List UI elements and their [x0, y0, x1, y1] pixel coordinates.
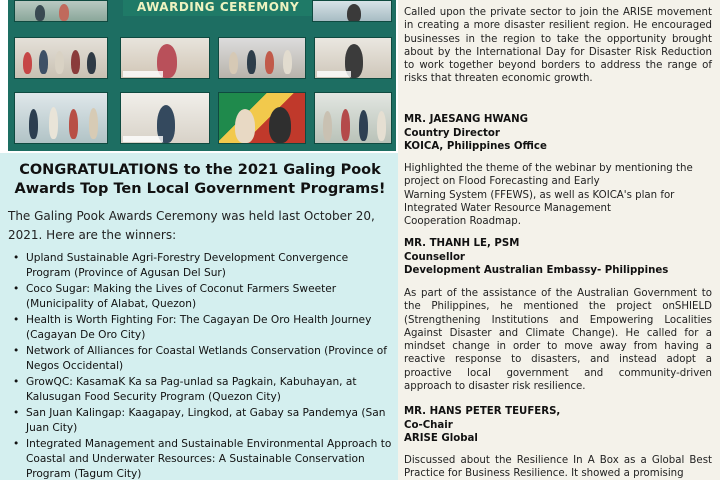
speaker-3-name: MR. THANH LE, PSM — [404, 238, 520, 249]
bullet-icon: • — [13, 438, 20, 450]
speaker-4-role: Co-Chair — [404, 419, 453, 431]
winners-list — [13, 251, 396, 480]
winner-item: • Integrated Management and Sustainable Environmental Approach to Coastal and Underwater Resources: A Sustainable Conservation Program (Tagum City) — [13, 438, 392, 480]
speaker-4-name: MR. HANS PETER TEUFERS, — [404, 406, 561, 417]
speaker-4-org: ARISE Global — [404, 433, 478, 445]
ceremony-photo-collage — [8, 0, 396, 151]
ceremony-intro: The Galing Pook Awards Ceremony was held last October 20, 2021. Here are the winners: — [8, 209, 375, 242]
collage-tile — [314, 92, 392, 144]
speaker-4-summary: Discussed about the Resilience In A Box as a Global Best Practice for Business Resilience. It showed a promising — [404, 455, 712, 480]
collage-tile — [14, 37, 108, 79]
congratulations-title — [6, 161, 394, 199]
winner-item: • San Juan Kalingap: Kaagapay, Lingkod, at Gabay sa Pandemya (San Juan City) — [13, 407, 386, 434]
bullet-icon: • — [13, 283, 20, 295]
collage-tile — [314, 37, 392, 79]
speaker-2-name: MR. JAESANG HWANG — [404, 114, 528, 125]
collage-tile — [14, 92, 108, 144]
congratulations-panel — [0, 153, 398, 480]
winner-item: • GrowQC: KasamaK Ka sa Pag-unlad sa Pagkain, Kabuhayan, at Kalusugan Food Security Program (Quezon City) — [13, 376, 357, 403]
winner-item: • Health is Worth Fighting For: The Cagayan De Oro Health Journey (Cagayan De Oro City) — [13, 314, 372, 341]
collage-tile — [218, 37, 306, 79]
speaker-1-summary: Called upon the private sector to join the ARISE movement in creating a more disaster resilient region. He encouraged businesses in the region to take the opportunity brought about by the International Day for Disaster Risk Reduction to work together beyond borders to address the range of risks that threaten economic growth. — [404, 7, 712, 85]
speaker-2-role: Country Director — [404, 127, 500, 139]
speaker-3-role: Counsellor — [404, 251, 465, 263]
speaker-3-org: Development Australian Embassy- Philippines — [404, 265, 669, 277]
bullet-icon: • — [13, 407, 20, 419]
bullet-icon: • — [13, 314, 20, 326]
speaker-3-heading — [404, 237, 712, 278]
collage-tile — [312, 0, 392, 22]
collage-banner: AWARDING CEREMONY — [123, 0, 313, 16]
bullet-icon: • — [13, 252, 20, 264]
speaker-2-org: KOICA, Philippines Office — [404, 141, 547, 153]
speaker-2-heading — [404, 113, 712, 154]
bullet-icon: • — [13, 376, 20, 388]
collage-tile — [120, 92, 210, 144]
bullet-icon: • — [13, 345, 20, 357]
speaker-4-heading — [404, 405, 712, 446]
speakers-panel — [398, 0, 720, 480]
congratulations-title-line1: CONGRATULATIONS to the 2021 Galing Pook — [19, 162, 381, 178]
collage-tile — [14, 0, 108, 22]
collage-tile — [120, 37, 210, 79]
speaker-3-summary: As part of the assistance of the Australian Government to the Philippines, he mentioned the project onSHIELD (Strengthening Institutions and Empowering Localities Against Disaster and Climate Change). He called for a mindset change in order to move away from having a reactive response to disasters, and instead adopt a proactive local government and community-driven approach to disaster risk resilience. — [404, 288, 712, 393]
winner-item: • Coco Sugar: Making the Lives of Coconut Farmers Sweeter (Municipality of Alabat, Quezon) — [13, 283, 337, 310]
speaker-2-summary: Highlighted the theme of the webinar by mentioning the project on Flood Forecasting and Early Warning System (FFEWS), as well as KOICA's plan for Integrated Water Resource Management Cooperation Roadmap. — [404, 163, 693, 228]
winner-item: • Upland Sustainable Agri-Forestry Development Convergence Program (Province of Agusan Del Sur) — [13, 252, 349, 279]
congratulations-title-line2: Awards Top Ten Local Government Programs! — [14, 181, 386, 197]
collage-tile — [218, 92, 306, 144]
winner-item: • Network of Alliances for Coastal Wetlands Conservation (Province of Negos Occidental) — [13, 345, 387, 372]
